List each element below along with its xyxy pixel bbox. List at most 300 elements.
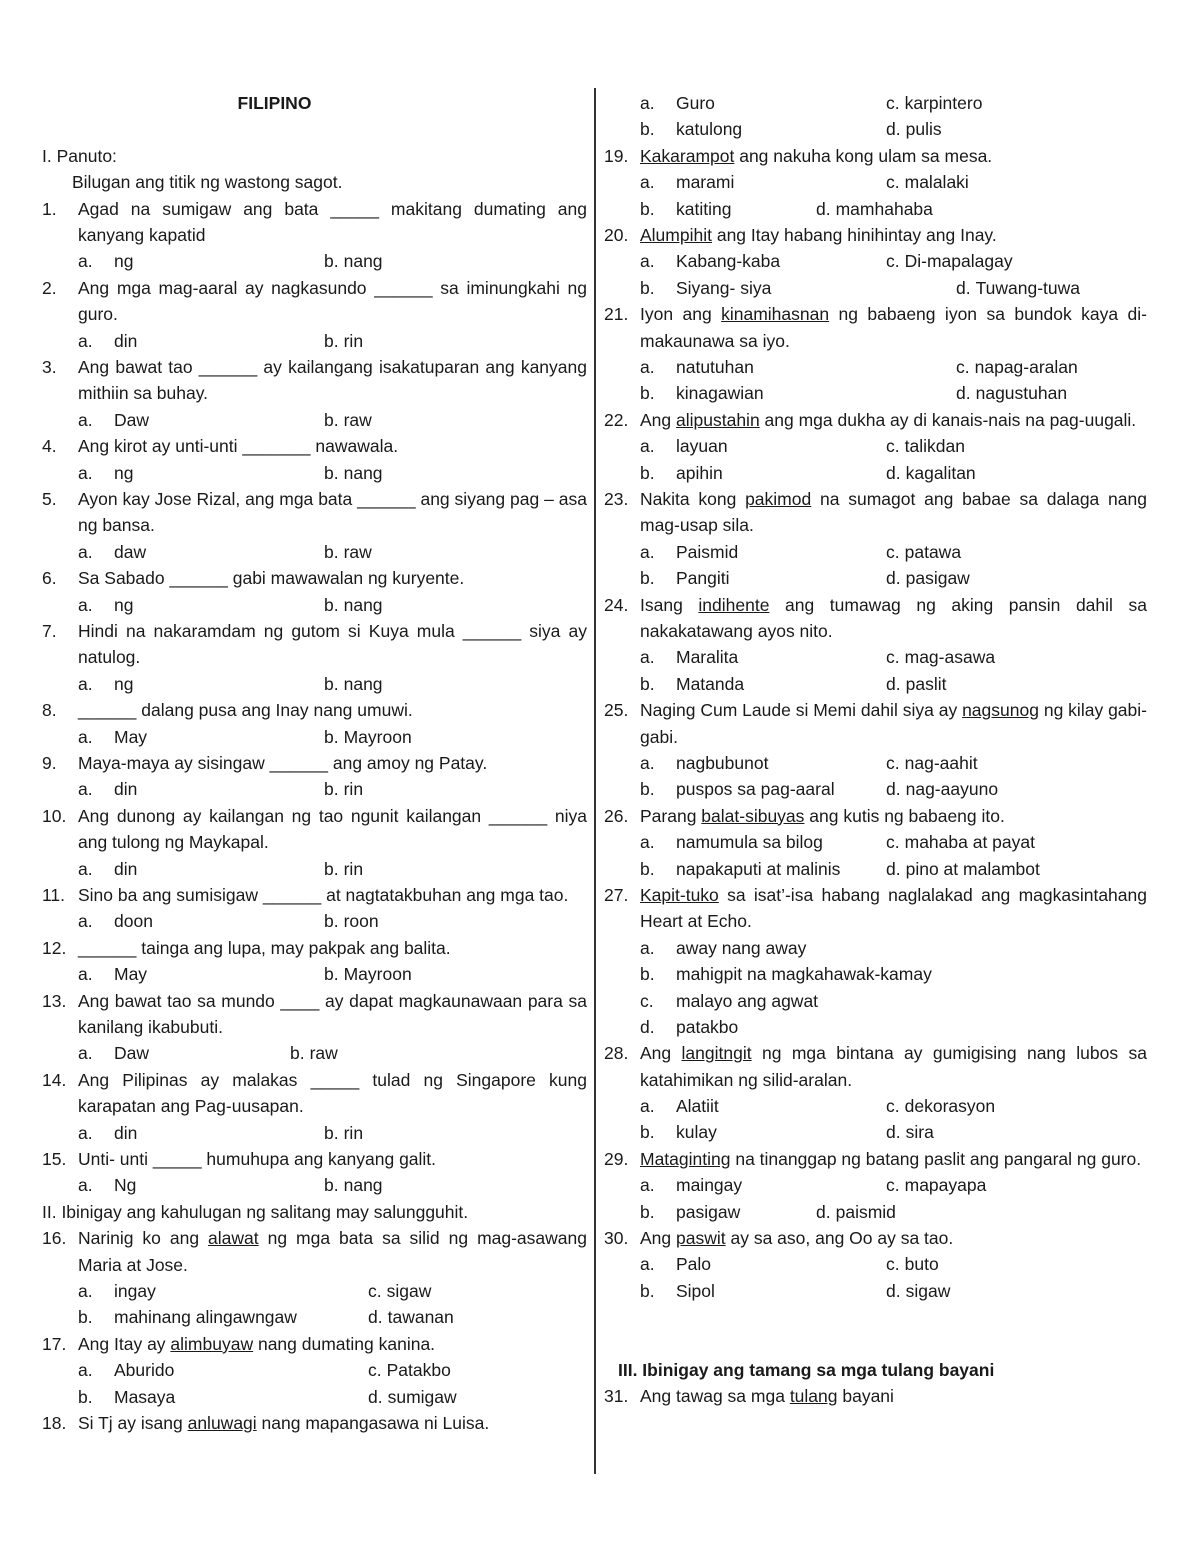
- choice-text: Matanda: [676, 673, 745, 694]
- choice-option[interactable]: [324, 776, 363, 802]
- question-text: [640, 803, 1147, 829]
- question-text: [640, 486, 1147, 539]
- choice-option[interactable]: [78, 407, 324, 433]
- choice-option[interactable]: [368, 1384, 457, 1410]
- question-text-part: nang mapangasawa ni Luisa.: [256, 1412, 490, 1433]
- question-text: [640, 1146, 1147, 1172]
- choice-text: roon: [343, 911, 379, 932]
- question-text: [640, 222, 1147, 248]
- choice-option[interactable]: [640, 750, 886, 776]
- question-text: [78, 803, 587, 856]
- question-8: [42, 697, 587, 723]
- choice-letter: d.: [886, 673, 901, 694]
- choice-option[interactable]: [886, 116, 942, 142]
- question-text: [640, 407, 1147, 433]
- choice-option[interactable]: [78, 908, 324, 934]
- question-number: 18.: [42, 1412, 67, 1433]
- choice-letter: d.: [886, 858, 901, 879]
- choice-letter: c.: [886, 1254, 900, 1275]
- choice-text: katulong: [676, 119, 743, 140]
- question-text: [78, 1410, 587, 1436]
- choice-option[interactable]: [640, 460, 886, 486]
- choice-option[interactable]: [886, 565, 970, 591]
- choice-text: ng: [114, 594, 134, 615]
- choice-option[interactable]: [640, 671, 886, 697]
- underlined-word: Alumpihit: [640, 224, 712, 245]
- choice-letter: b.: [324, 1175, 339, 1196]
- question-19: [604, 143, 1147, 169]
- choice-letter: a.: [640, 93, 655, 113]
- question-text-part: ang mga dukha ay di kanais-nais na pag-uugali.: [759, 409, 1137, 430]
- choice-option[interactable]: [290, 1040, 338, 1066]
- choice-letter: b.: [324, 911, 339, 932]
- choice-option[interactable]: [640, 856, 886, 882]
- choice-option[interactable]: [640, 961, 932, 987]
- choice-option[interactable]: [640, 1093, 886, 1119]
- choice-option[interactable]: [886, 539, 961, 565]
- choice-letter: b.: [324, 409, 339, 430]
- choice-option[interactable]: [78, 1040, 290, 1066]
- choice-option[interactable]: [640, 1172, 886, 1198]
- choice-letter: d.: [886, 1280, 901, 1301]
- choice-text: pino at malambot: [905, 858, 1040, 879]
- choice-letter: b.: [640, 1280, 655, 1301]
- choice-row: [604, 380, 1147, 406]
- choice-row: [604, 565, 1147, 591]
- spacer: [604, 1331, 1147, 1357]
- choice-option[interactable]: [640, 988, 818, 1014]
- choice-option[interactable]: [886, 90, 982, 116]
- question-text-part: bayani: [837, 1386, 894, 1407]
- question-text-part: Naging Cum Laude si Memi dahil siya ay: [640, 700, 963, 721]
- choice-letter: c.: [886, 1096, 900, 1117]
- choice-row: [604, 1199, 1147, 1225]
- choice-row: [604, 1172, 1147, 1198]
- choice-option[interactable]: [324, 248, 383, 274]
- choice-letter: b.: [640, 568, 655, 589]
- choice-text: rin: [343, 779, 364, 800]
- question-text: [640, 697, 1147, 750]
- underlined-word: kinamihasnan: [721, 304, 830, 325]
- choice-option[interactable]: [368, 1357, 451, 1383]
- choice-option[interactable]: [640, 354, 956, 380]
- choice-option[interactable]: [324, 724, 412, 750]
- choice-letter: a.: [78, 1175, 93, 1196]
- question-text-part: ______ dalang pusa ang Inay nang umuwi.: [78, 700, 413, 721]
- choice-text: patawa: [904, 541, 962, 562]
- choice-row: [604, 776, 1147, 802]
- choice-row: [42, 1304, 587, 1330]
- choice-text: Kabang-kaba: [676, 251, 781, 272]
- choice-option[interactable]: [886, 776, 998, 802]
- question-24: [604, 592, 1147, 645]
- question-text-part: Ang mga mag-aaral ay nagkasundo ______ sa iminungkahi ng guro.: [78, 277, 587, 325]
- choice-option[interactable]: [640, 433, 886, 459]
- choice-letter: d.: [640, 1016, 655, 1037]
- choice-text: rin: [343, 858, 364, 879]
- choice-letter: b.: [290, 1043, 305, 1064]
- underlined-word: alimbuyaw: [170, 1333, 254, 1354]
- underlined-word: alawat: [208, 1228, 259, 1249]
- choice-letter: d.: [886, 119, 901, 140]
- choice-text: Di-mapalagay: [904, 251, 1013, 272]
- question-number: 14.: [42, 1069, 67, 1090]
- choice-option[interactable]: [324, 592, 383, 618]
- question-29: [604, 1146, 1147, 1172]
- choice-text: paismid: [835, 1201, 896, 1222]
- question-number: 17.: [42, 1333, 67, 1354]
- choice-letter: c.: [368, 1281, 382, 1302]
- question-14: [42, 1067, 587, 1120]
- choice-text: katiting: [676, 198, 732, 219]
- choice-option[interactable]: [640, 116, 886, 142]
- question-text: [640, 592, 1147, 645]
- question-10: [42, 803, 587, 856]
- choice-row: [604, 935, 1147, 961]
- choice-letter: b.: [324, 726, 339, 747]
- choice-option[interactable]: [324, 1120, 363, 1146]
- choice-text: Mayroon: [343, 964, 412, 985]
- question-text: [78, 697, 587, 723]
- choice-option[interactable]: [368, 1304, 454, 1330]
- choice-text: Patakbo: [386, 1360, 451, 1381]
- choice-letter: d.: [816, 1201, 831, 1222]
- choice-text: natutuhan: [676, 356, 754, 377]
- choice-option[interactable]: [368, 1278, 431, 1304]
- choice-row: [42, 248, 587, 274]
- choice-option[interactable]: [640, 169, 886, 195]
- choice-letter: a.: [78, 594, 93, 615]
- question-text-part: ang tumawag ng aking pansin dahil sa nakakatawang ayos nito.: [640, 594, 1147, 641]
- question-text-part: Narinig ko ang: [78, 1228, 209, 1249]
- choice-text: din: [114, 858, 138, 879]
- choice-letter: b.: [78, 1307, 93, 1328]
- choice-letter: b.: [640, 277, 655, 298]
- choice-text: sigaw: [386, 1281, 432, 1302]
- choice-letter: c.: [886, 172, 900, 193]
- choice-option[interactable]: [956, 275, 1080, 301]
- choice-letter: b.: [324, 462, 339, 483]
- choice-letter: a.: [78, 911, 93, 932]
- choice-option[interactable]: [886, 671, 946, 697]
- choice-option[interactable]: [886, 829, 1035, 855]
- choice-option[interactable]: [886, 433, 965, 459]
- choice-letter: d.: [886, 462, 901, 483]
- choice-letter: a.: [78, 673, 93, 694]
- choice-option[interactable]: [640, 380, 956, 406]
- choice-row: [604, 90, 1147, 116]
- question-number: 19.: [604, 145, 629, 166]
- choice-text: malalaki: [904, 172, 969, 193]
- choice-letter: d.: [368, 1307, 383, 1328]
- choice-row: [604, 1251, 1147, 1277]
- choice-text: dekorasyon: [904, 1096, 996, 1117]
- choice-letter: d.: [886, 1122, 901, 1143]
- choice-option[interactable]: [640, 539, 886, 565]
- question-text-part: Sa Sabado ______ gabi mawawalan ng kuryente.: [78, 568, 465, 589]
- choice-option[interactable]: [886, 1172, 986, 1198]
- question-text-part: Isang: [640, 594, 699, 615]
- question-text-part: Ang Itay ay: [78, 1333, 171, 1354]
- question-text: [78, 882, 587, 908]
- choice-letter: b.: [640, 858, 655, 879]
- choice-option[interactable]: [886, 1251, 939, 1277]
- underlined-word: paswit: [676, 1228, 726, 1249]
- choice-text: Daw: [114, 409, 150, 430]
- choice-text: pasigaw: [676, 1201, 741, 1222]
- choice-option[interactable]: [956, 380, 1067, 406]
- question-1: [42, 196, 587, 249]
- choice-option[interactable]: [324, 856, 363, 882]
- choice-text: mahigpit na magkahawak-kamay: [676, 964, 932, 985]
- question-text-part: Ang tawag sa mga: [640, 1386, 790, 1407]
- choice-option[interactable]: [640, 1119, 886, 1145]
- choice-option[interactable]: [324, 961, 412, 987]
- choice-option[interactable]: [78, 1120, 324, 1146]
- choice-letter: b.: [324, 964, 339, 985]
- question-4: [42, 433, 587, 459]
- underlined-word: Mataginting: [640, 1148, 731, 1169]
- choice-option[interactable]: [78, 1357, 368, 1383]
- choice-text: pasigaw: [905, 568, 970, 589]
- question-text: [78, 1331, 587, 1357]
- choice-text: Guro: [676, 93, 715, 113]
- choice-text: sumigaw: [387, 1386, 457, 1407]
- choice-text: din: [114, 330, 138, 351]
- question-number: 23.: [604, 488, 629, 509]
- question-number: 12.: [42, 937, 67, 958]
- question-7: [42, 618, 587, 671]
- choice-letter: a.: [78, 858, 93, 879]
- choice-letter: a.: [640, 832, 655, 853]
- underlined-word: langitngit: [681, 1043, 752, 1064]
- spacer: [42, 116, 587, 142]
- underlined-word: alipustahin: [676, 409, 760, 430]
- question-text: [640, 143, 1147, 169]
- choice-text: mamhahaba: [835, 198, 933, 219]
- choice-row: [604, 248, 1147, 274]
- choice-option[interactable]: [324, 1172, 383, 1198]
- choice-row: [604, 433, 1147, 459]
- spacer: [604, 1304, 1147, 1330]
- choice-text: Alatiit: [676, 1096, 719, 1117]
- question-12: [42, 935, 587, 961]
- underlined-word: anluwagi: [187, 1412, 257, 1433]
- choice-text: May: [114, 964, 148, 985]
- choice-option[interactable]: [78, 1278, 368, 1304]
- question-text-part: Ang Pilipinas ay malakas _____ tulad ng Singapore kung karapatan ang Pag-uusapan.: [78, 1069, 587, 1117]
- question-3: [42, 354, 587, 407]
- question-number: 28.: [604, 1043, 629, 1064]
- choice-text: tawanan: [387, 1307, 454, 1328]
- choice-option[interactable]: [324, 407, 372, 433]
- question-number: 24.: [604, 594, 629, 615]
- choice-row: [604, 671, 1147, 697]
- question-22: [604, 407, 1147, 433]
- choice-letter: b.: [324, 541, 339, 562]
- choice-letter: c.: [886, 752, 900, 773]
- choice-option[interactable]: [886, 169, 969, 195]
- choice-text: karpintero: [904, 93, 983, 113]
- choice-row: [604, 539, 1147, 565]
- choice-option[interactable]: [640, 1278, 886, 1304]
- choice-letter: a.: [78, 251, 93, 272]
- choice-row: [42, 1040, 587, 1066]
- question-text-part: Hindi na nakaramdam ng gutom si Kuya mula ______ siya ay natulog.: [78, 621, 587, 668]
- question-text: [640, 1040, 1147, 1093]
- question-number: 25.: [604, 700, 629, 721]
- choice-option[interactable]: [324, 671, 383, 697]
- choice-row: [42, 1357, 587, 1383]
- choice-option[interactable]: [78, 592, 324, 618]
- choice-letter: a.: [78, 964, 93, 985]
- choice-text: din: [114, 779, 138, 800]
- choice-option[interactable]: [886, 1278, 950, 1304]
- choice-option[interactable]: [816, 1199, 896, 1225]
- question-text-part: Iyon ang: [640, 304, 722, 325]
- choice-row: [604, 354, 1147, 380]
- choice-option[interactable]: [640, 196, 816, 222]
- choice-letter: b.: [324, 594, 339, 615]
- question-13: [42, 988, 587, 1041]
- choice-letter: c.: [640, 990, 654, 1011]
- instructions-text: Bilugan ang titik ng wastong sagot.: [72, 172, 343, 193]
- question-number: 7.: [42, 621, 57, 641]
- question-number: 9.: [42, 753, 57, 773]
- choice-text: kulay: [676, 1122, 717, 1143]
- choice-text: Ng: [114, 1175, 137, 1196]
- choice-option[interactable]: [640, 644, 886, 670]
- choice-option[interactable]: [886, 1119, 934, 1145]
- question-18: [42, 1410, 587, 1436]
- choice-option[interactable]: [324, 908, 379, 934]
- choice-text: nang: [343, 594, 383, 615]
- choice-text: buto: [904, 1254, 939, 1275]
- choice-text: away nang away: [676, 937, 807, 958]
- choice-letter: c.: [886, 1175, 900, 1196]
- choice-text: rin: [343, 1122, 364, 1143]
- choice-letter: b.: [324, 673, 339, 694]
- question-text: [640, 1225, 1147, 1251]
- choice-letter: a.: [640, 1254, 655, 1275]
- choice-option[interactable]: [640, 1014, 738, 1040]
- question-text-part: nang dumating kanina.: [253, 1333, 436, 1354]
- question-17: [42, 1331, 587, 1357]
- choice-row: [42, 856, 587, 882]
- choice-option[interactable]: [886, 1093, 995, 1119]
- question-text-part: ng mga bata sa silid ng mag-asawang Maria at Jose.: [78, 1228, 587, 1275]
- choice-option[interactable]: [78, 539, 324, 565]
- question-6: [42, 565, 587, 591]
- choice-letter: b.: [640, 779, 655, 800]
- choice-text: napakaputi at malinis: [676, 858, 841, 879]
- choice-option[interactable]: [640, 829, 886, 855]
- choice-option[interactable]: [640, 565, 886, 591]
- question-16: [42, 1225, 587, 1278]
- question-text: [78, 196, 587, 249]
- choice-text: sira: [905, 1122, 934, 1143]
- choice-option[interactable]: [886, 460, 976, 486]
- choice-option[interactable]: [640, 90, 886, 116]
- choice-text: apihin: [676, 462, 723, 483]
- choice-option[interactable]: [640, 275, 956, 301]
- choice-option[interactable]: [324, 328, 363, 354]
- choice-option[interactable]: [640, 1199, 816, 1225]
- choice-option[interactable]: [78, 1304, 368, 1330]
- question-text-part: ang nakuha kong ulam sa mesa.: [734, 145, 993, 166]
- choice-text: Masaya: [114, 1386, 176, 1407]
- question-text-part: ng babaeng iyon sa bundok kaya di-makaunawa sa iyo.: [640, 304, 1147, 351]
- choice-option[interactable]: [324, 460, 383, 486]
- choice-row: [604, 988, 1147, 1014]
- choice-text: Maralita: [676, 647, 739, 668]
- choice-letter: b.: [324, 858, 339, 879]
- choice-letter: a.: [78, 409, 93, 430]
- choice-option[interactable]: [886, 750, 978, 776]
- choice-option[interactable]: [640, 248, 886, 274]
- choice-option[interactable]: [78, 776, 324, 802]
- choice-text: rin: [343, 330, 364, 351]
- question-number: 1.: [42, 198, 57, 219]
- choice-option[interactable]: [78, 724, 324, 750]
- question-text-part: Ang: [640, 409, 676, 430]
- choice-option[interactable]: [78, 1384, 368, 1410]
- choice-letter: d.: [956, 383, 971, 404]
- choice-letter: b.: [640, 1201, 655, 1222]
- choice-text: Siyang- siya: [676, 277, 772, 298]
- choice-option[interactable]: [886, 248, 1013, 274]
- choice-option[interactable]: [886, 856, 1040, 882]
- question-number: 10.: [42, 805, 67, 826]
- choice-option[interactable]: [956, 354, 1078, 380]
- question-text: [78, 1067, 587, 1120]
- choice-text: Sipol: [676, 1280, 715, 1301]
- choice-option[interactable]: [816, 196, 933, 222]
- choice-option[interactable]: [78, 856, 324, 882]
- choice-row: [42, 1384, 587, 1410]
- choice-text: puspos sa pag-aaral: [676, 779, 835, 800]
- choice-option[interactable]: [78, 460, 324, 486]
- instructions-label: I. Panuto:: [42, 145, 117, 166]
- choice-option[interactable]: [78, 1172, 324, 1198]
- choice-text: nag-aayuno: [905, 779, 999, 800]
- choice-text: Mayroon: [343, 726, 412, 747]
- question-28: [604, 1040, 1147, 1093]
- choice-option[interactable]: [78, 961, 324, 987]
- question-31: [604, 1383, 1147, 1409]
- choice-text: doon: [114, 911, 153, 932]
- choice-option[interactable]: [640, 1251, 886, 1277]
- choice-option[interactable]: [886, 644, 995, 670]
- choice-text: Palo: [676, 1254, 712, 1275]
- choice-option[interactable]: [78, 671, 324, 697]
- choice-row: [604, 275, 1147, 301]
- choice-option[interactable]: [324, 539, 372, 565]
- choice-row: [42, 328, 587, 354]
- question-text-part: ang kutis ng babaeng ito.: [804, 805, 1005, 826]
- choice-row: [42, 961, 587, 987]
- choice-option[interactable]: [640, 935, 806, 961]
- section-2-title: II. Ibinigay ang kahulugan ng salitang may salungguhit.: [42, 1201, 469, 1222]
- choice-text: din: [114, 1122, 138, 1143]
- question-text-part: na sumagot ang babae sa dalaga nang mag-usap sila.: [640, 488, 1147, 536]
- choice-option[interactable]: [78, 248, 324, 274]
- choice-option[interactable]: [78, 328, 324, 354]
- choice-option[interactable]: [640, 776, 886, 802]
- question-number: 21.: [604, 304, 629, 325]
- choice-text: nang: [343, 673, 383, 694]
- question-number: 13.: [42, 990, 67, 1011]
